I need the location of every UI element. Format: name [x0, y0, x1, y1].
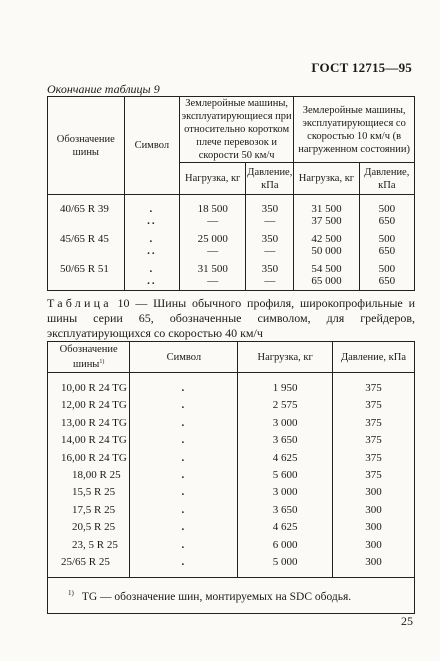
load-cell: 5 000	[238, 554, 333, 578]
pressure-cell: 300	[332, 537, 414, 554]
symbol-cell: .	[130, 484, 238, 501]
tire-name: 14,00 R 24 TG	[48, 432, 130, 449]
load-cell: 3 000	[238, 415, 333, 432]
tire-name: 10,00 R 24 TG	[48, 380, 130, 397]
symbol-cell: . ..	[124, 263, 179, 287]
symbol-cell: . ..	[124, 203, 179, 227]
load-cell: 3 000	[238, 484, 333, 501]
t10-header-pressure: Давление, кПа	[332, 342, 414, 373]
table-row	[48, 554, 415, 578]
load-cell: 4 625	[238, 450, 333, 467]
tire-name: 15,5 R 25	[48, 484, 130, 501]
table-row	[48, 484, 415, 501]
load-cell: 4 625	[238, 519, 333, 536]
t10-header-symbol: Символ	[130, 342, 238, 373]
load-cell: 2 575	[238, 397, 333, 414]
pressure-cell: 350 —	[246, 233, 294, 257]
t9-header-load-1: Нагрузка, кг	[180, 163, 246, 195]
load-cell: 31 500 37 500	[294, 203, 359, 227]
table-row	[48, 263, 415, 287]
t9-header-pressure-2: Давление, кПа	[359, 163, 414, 195]
symbol-cell: .	[130, 467, 238, 484]
tire-name: 40/65 R 39	[48, 203, 125, 227]
pressure-cell: 300	[332, 519, 414, 536]
symbol-cell: .	[130, 415, 238, 432]
table-row	[48, 380, 415, 397]
t9-header-symbol: Символ	[124, 97, 179, 195]
table-9	[47, 96, 415, 291]
tire-name: 45/65 R 45	[48, 233, 125, 257]
symbol-cell: .	[130, 502, 238, 519]
pressure-cell: 375	[332, 450, 414, 467]
t9-header-load-2: Нагрузка, кг	[294, 163, 359, 195]
load-cell: 42 500 50 000	[294, 233, 359, 257]
symbol-cell: .	[130, 432, 238, 449]
tire-name: 25/65 R 25	[48, 554, 130, 578]
pressure-cell: 375	[332, 415, 414, 432]
pressure-cell: 375	[332, 432, 414, 449]
load-cell: 3 650	[238, 432, 333, 449]
load-cell: 3 650	[238, 502, 333, 519]
footnote: $^{1)}$ TG — обозначение шин, монтируемых на SDC ободья.	[48, 578, 415, 614]
symbol-cell: .	[130, 537, 238, 554]
pressure-cell: 300	[332, 484, 414, 501]
pressure-cell: 500 650	[359, 203, 414, 227]
pressure-cell: 300	[332, 502, 414, 519]
tire-name: 17,5 R 25	[48, 502, 130, 519]
t9-header-pressure-1: Давление, кПа	[246, 163, 294, 195]
tire-name: 18,00 R 25	[48, 467, 130, 484]
t10-header-load: Нагрузка, кг	[238, 342, 333, 373]
table-row	[48, 467, 415, 484]
load-cell: 25 000 —	[180, 233, 246, 257]
symbol-cell: . ..	[124, 233, 179, 257]
table-row	[48, 502, 415, 519]
pressure-cell: 500 650	[359, 233, 414, 257]
pressure-cell: 375	[332, 380, 414, 397]
table-row	[48, 203, 415, 227]
table-row	[48, 450, 415, 467]
table-row	[48, 415, 415, 432]
load-cell: 31 500 —	[180, 263, 246, 287]
symbol-cell: .	[130, 397, 238, 414]
document-code: ГОСТ 12715—95	[311, 60, 412, 75]
load-cell: 6 000	[238, 537, 333, 554]
tire-name: 12,00 R 24 TG	[48, 397, 130, 414]
table-row	[48, 233, 415, 257]
tire-name: 23, 5 R 25	[48, 537, 130, 554]
page-number: 25	[401, 614, 413, 628]
load-cell: 54 500 65 000	[294, 263, 359, 287]
table-10	[47, 341, 415, 614]
t9-header-group2: Землеройные машины, эксплуатирующиеся со скоростью 10 км/ч (в нагруженном состоянии)	[294, 97, 415, 163]
symbol-cell: .	[130, 519, 238, 536]
pressure-cell: 350 —	[246, 203, 294, 227]
load-cell: 18 500 —	[180, 203, 246, 227]
pressure-cell: 350 —	[246, 263, 294, 287]
t9-header-group1: Землеройные машины, эксплуатирующиеся при относительно коротком плече перевозок и скорости 50 км/ч	[180, 97, 294, 163]
table-row	[48, 519, 415, 536]
tire-name: 20,5 R 25	[48, 519, 130, 536]
pressure-cell: 375	[332, 397, 414, 414]
table10-caption: Таблица 10 — Шины обычного профиля, широкопрофильные и шины серии 65, обозначенные символом, для грейдеров, эксплуатирующихся со скоростью 40 км/ч	[47, 296, 415, 340]
symbol-cell: .	[130, 554, 238, 578]
table-row	[48, 397, 415, 414]
pressure-cell: 375	[332, 467, 414, 484]
t10-header-name: Обозначение шины$^{1)}$	[48, 342, 130, 373]
tire-name: 16,00 R 24 TG	[48, 450, 130, 467]
symbol-cell: .	[130, 450, 238, 467]
table-row	[48, 537, 415, 554]
pressure-cell: 300	[332, 554, 414, 578]
pressure-cell: 500 650	[359, 263, 414, 287]
table9-continuation-label: Окончание таблицы 9	[47, 82, 160, 96]
tire-name: 50/65 R 51	[48, 263, 125, 287]
table-row	[48, 432, 415, 449]
symbol-cell: .	[130, 380, 238, 397]
footnote-row	[48, 578, 415, 614]
load-cell: 5 600	[238, 467, 333, 484]
tire-name: 13,00 R 24 TG	[48, 415, 130, 432]
t9-header-name: Обозначение шины	[48, 97, 125, 195]
load-cell: 1 950	[238, 380, 333, 397]
